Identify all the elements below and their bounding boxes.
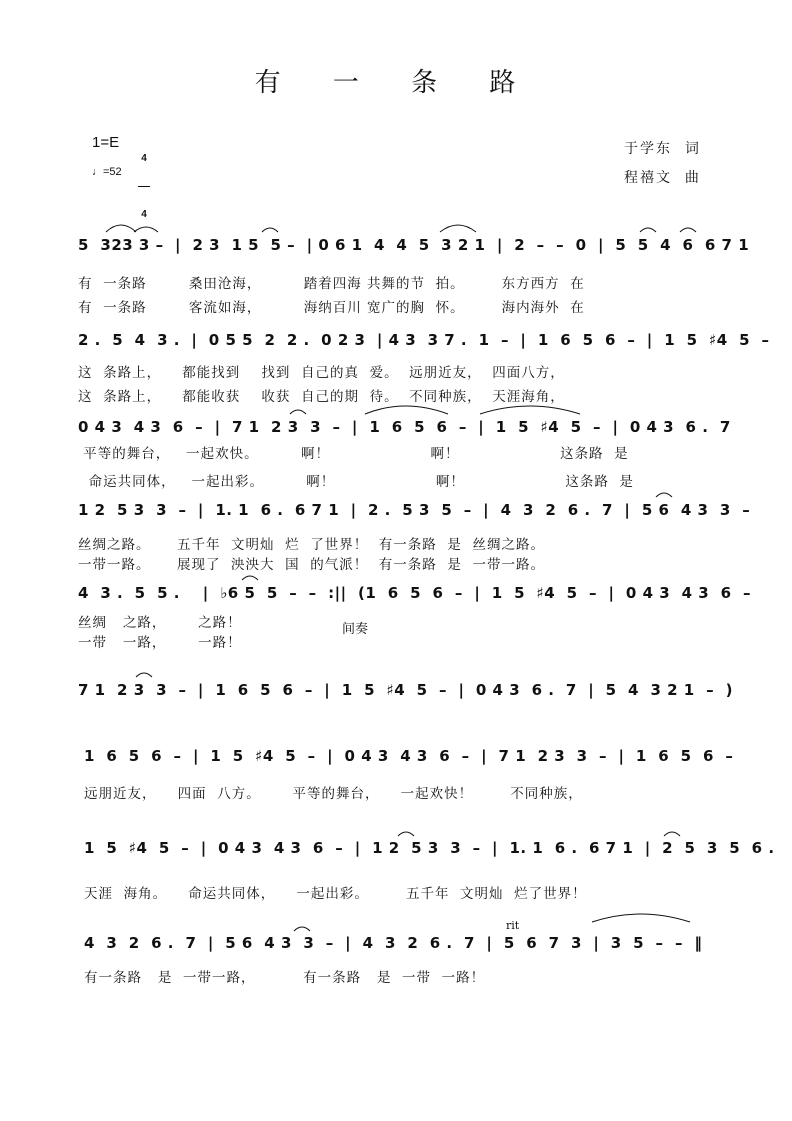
lyric-row-5-verse-2: 一带 一路， 一路！ [78,635,242,651]
notation-row-6: 7 1 2 3 3 – | 1 6 5 6 – | 1 5 ♯4 5 – | 0 4 3 6 . 7 | 5 4 3 2 1 – ) [78,681,733,699]
lyric-row-2-verse-2: 这 条路上， 都能收获 收获 自己的期 待。 不同种族， 天涯海角， [78,389,565,405]
lyric-row-1-verse-1: 有 一条路 桑田沧海， 踏着四海 共舞的节 拍。 东方西方 在 [78,276,585,292]
notation-row-4: 1 2 5 3 3 – | 1. 1 6 . 6 7 1 | 2 . 5 3 5 – | 4 3 2 6 . 7 | 5 6 4 3 3 – [78,501,751,519]
lyric-row-2-verse-1: 这 条路上， 都能找到 找到 自己的真 爱。 远朋近友， 四面八方， [78,365,565,381]
lyricist-credit: 于学东 词 [624,141,701,157]
notation-row-3: 0 4 3 4 3 6 – | 7 1 2 3 3 – | 1 6 5 6 – | 1 5 ♯4 5 – | 0 4 3 6 . 7 [78,418,731,436]
lyric-row-7: 远朋近友， 四面 八方。 平等的舞台， 一起欢快！ 不同种族， [84,786,583,802]
key-signature: 1=E [92,134,120,151]
song-title: 有 一 条 路 [254,68,538,98]
notation-row-8: 1 5 ♯4 5 – | 0 4 3 4 3 6 – | 1 2 5 3 3 – | 1. 1 6 . 6 7 1 | 2 5 3 5 6 . [84,839,775,857]
notation-row-2: 2 . 5 4 3 . | 0 5 5 2 2 . 0 2 3 | 4 3 3 7 . 1 – | 1 6 5 6 – | 1 5 ♯4 5 – [78,331,770,349]
notation-row-9: 4 3 2 6 . 7 | 5 6 4 3 3 – | 4 3 2 6 . 7 | 5 6 7 3 | 3 5 – – ‖ [84,934,703,952]
lyric-row-4-verse-1: 丝绸之路。 五千年 文明灿 烂 了世界！ 有一条路 是 丝绸之路。 [78,537,545,553]
ritardando-marking: rit [506,919,520,932]
lyric-row-8: 天涯 海角。 命运共同体， 一起出彩。 五千年 文明灿 烂了世界！ [84,886,587,902]
lyric-row-9: 有一条路 是 一带一路， 有一条路 是 一带 一路！ [84,970,486,986]
notation-row-1: 5 323 3 – | 2 3 1 5 5 – | 0 6 1 4 4 5 3 2 1 | 2 – – 0 | 5 5 4 6 6 7 1 [78,236,750,254]
composer-credit: 程禧文 曲 [624,170,701,186]
notation-row-7: 1 6 5 6 – | 1 5 ♯4 5 – | 0 4 3 4 3 6 – | 7 1 2 3 3 – | 1 6 5 6 – [84,747,734,765]
interlude-label: 间奏 [342,622,369,637]
notation-row-5: 4 3 . 5 5 . | ♭6 5 5 – – :|| (1 6 5 6 – | 1 5 ♯4 5 – | 0 4 3 4 3 6 – [78,584,752,602]
lyric-row-5-verse-1: 丝绸 之路， 之路！ [78,615,242,631]
time-signature-top: 4 [141,153,147,164]
lyric-row-1-verse-2: 有 一条路 客流如海， 海纳百川 宽广的胸 怀。 海内海外 在 [78,300,585,316]
lyric-row-3-verse-1: 平等的舞台， 一起欢快。 啊！ 啊！ 这条路 是 [78,446,629,462]
time-signature-bottom: 4 [141,209,147,220]
tempo-marking: ♩=52 [92,166,122,178]
lyric-row-3-verse-2: 命运共同体， 一起出彩。 啊！ 啊！ 这条路 是 [78,474,634,490]
lyric-row-4-verse-2: 一带一路。 展现了 泱泱大 国 的气派！ 有一条路 是 一带一路。 [78,557,545,573]
